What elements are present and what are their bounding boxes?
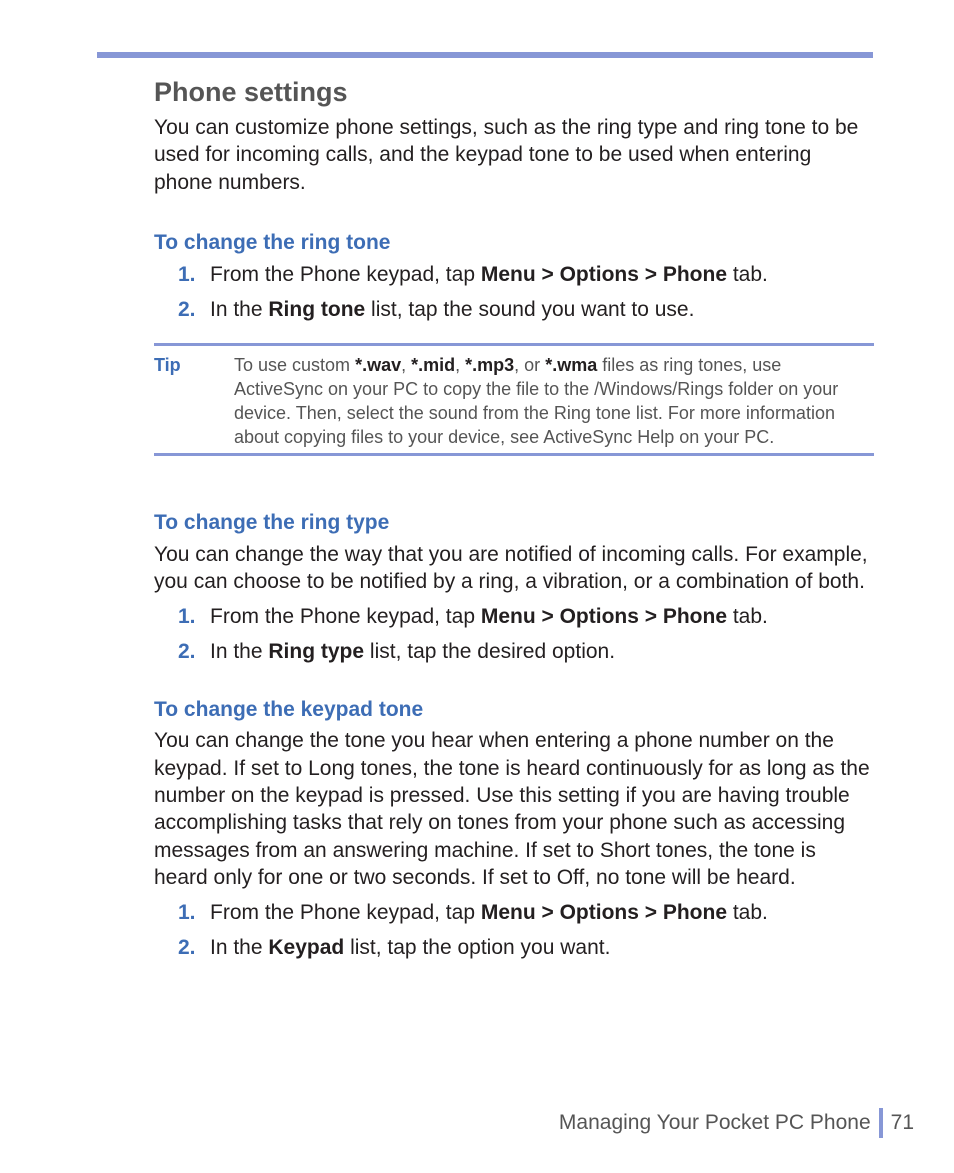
step-text: From the Phone keypad, tap [210, 605, 481, 629]
step-command: Menu > Options > Phone [480, 901, 728, 925]
step-text: In the [210, 640, 269, 664]
step-number: 2. [178, 297, 196, 321]
step-command: Ring tone [268, 297, 366, 321]
ring-tone-steps [154, 261, 874, 323]
keypad-tone-steps [154, 899, 874, 961]
step-text: From the Phone keypad, tap [210, 901, 481, 925]
step-command: Menu > Options > Phone [480, 605, 728, 629]
step-command: Menu > Options > Phone [480, 262, 728, 286]
step-text: In the [210, 936, 269, 960]
list-item [154, 899, 874, 926]
ring-type-paragraph: You can change the way that you are notified of incoming calls. For example, you can choose to be notified by a ring, a vibration, or a combination of both. [154, 542, 868, 594]
tip-extension: *.mid [411, 354, 456, 375]
step-text: In the [210, 297, 269, 321]
step-text-end: list, tap the option you want. [344, 936, 611, 960]
tip-box [154, 343, 874, 456]
keypad-tone-paragraph: You can change the tone you hear when entering a phone number on the keypad. If set to Long tones, the tone is heard continuously for as long as the number on the keypad is pressed. Use this setting if you are having trouble accomplishing tasks that rely on tones from your phone such as accessing messages from an answering machine. If set to Short tones, the tone is heard only for one or two seconds. If set to Off, no tone will be heard. [154, 729, 870, 889]
step-number: 2. [178, 936, 196, 960]
tip-extension: *.wma [545, 354, 598, 375]
footer-page-number: 71 [890, 1111, 914, 1134]
step-text-end: list, tap the desired option. [364, 640, 616, 664]
step-number: 1. [178, 262, 196, 286]
tip-label: Tip [154, 354, 181, 375]
list-item [154, 261, 874, 288]
tip-text-part: To use custom [234, 354, 356, 375]
list-item [154, 638, 874, 665]
footer-divider [879, 1108, 883, 1138]
tip-extension: *.wav [355, 354, 402, 375]
step-text: From the Phone keypad, tap [210, 262, 481, 286]
intro-paragraph: You can customize phone settings, such as the ring type and ring tone to be used for incoming calls, and the keypad tone to be used when entering phone numbers. [154, 116, 859, 194]
step-text-end: tab. [727, 605, 768, 629]
footer-chapter-title: Managing Your Pocket PC Phone [558, 1111, 871, 1134]
tip-text [234, 353, 874, 449]
section-heading-ring-tone: To change the ring tone [154, 230, 391, 254]
step-command: Ring type [268, 640, 365, 664]
list-item [154, 934, 874, 961]
header-rule [97, 52, 873, 58]
tip-text-part: , [455, 354, 466, 375]
tip-text-part: files as ring tones, use ActiveSync on your PC to copy the file to the /Windows/Rings folder on your device. Then, select the sound from the Ring tone list. For more information about copying files to your device, see ActiveSync Help on your PC. [234, 354, 839, 447]
step-number: 1. [178, 605, 196, 629]
page-footer [559, 1108, 914, 1138]
list-item [154, 603, 874, 630]
step-number: 1. [178, 901, 196, 925]
page-title: Phone settings [154, 77, 348, 107]
list-item [154, 296, 874, 323]
tip-text-part: , [401, 354, 412, 375]
step-text-end: tab. [727, 262, 768, 286]
step-text-end: list, tap the sound you want to use. [365, 297, 695, 321]
step-text-end: tab. [727, 901, 768, 925]
tip-extension: *.mp3 [465, 354, 515, 375]
step-number: 2. [178, 640, 196, 664]
page-content [154, 70, 874, 969]
section-heading-ring-type: To change the ring type [154, 510, 390, 534]
section-heading-keypad-tone: To change the keypad tone [154, 698, 424, 722]
step-command: Keypad [268, 936, 345, 960]
tip-text-part: , or [514, 354, 546, 375]
ring-type-steps [154, 603, 874, 665]
